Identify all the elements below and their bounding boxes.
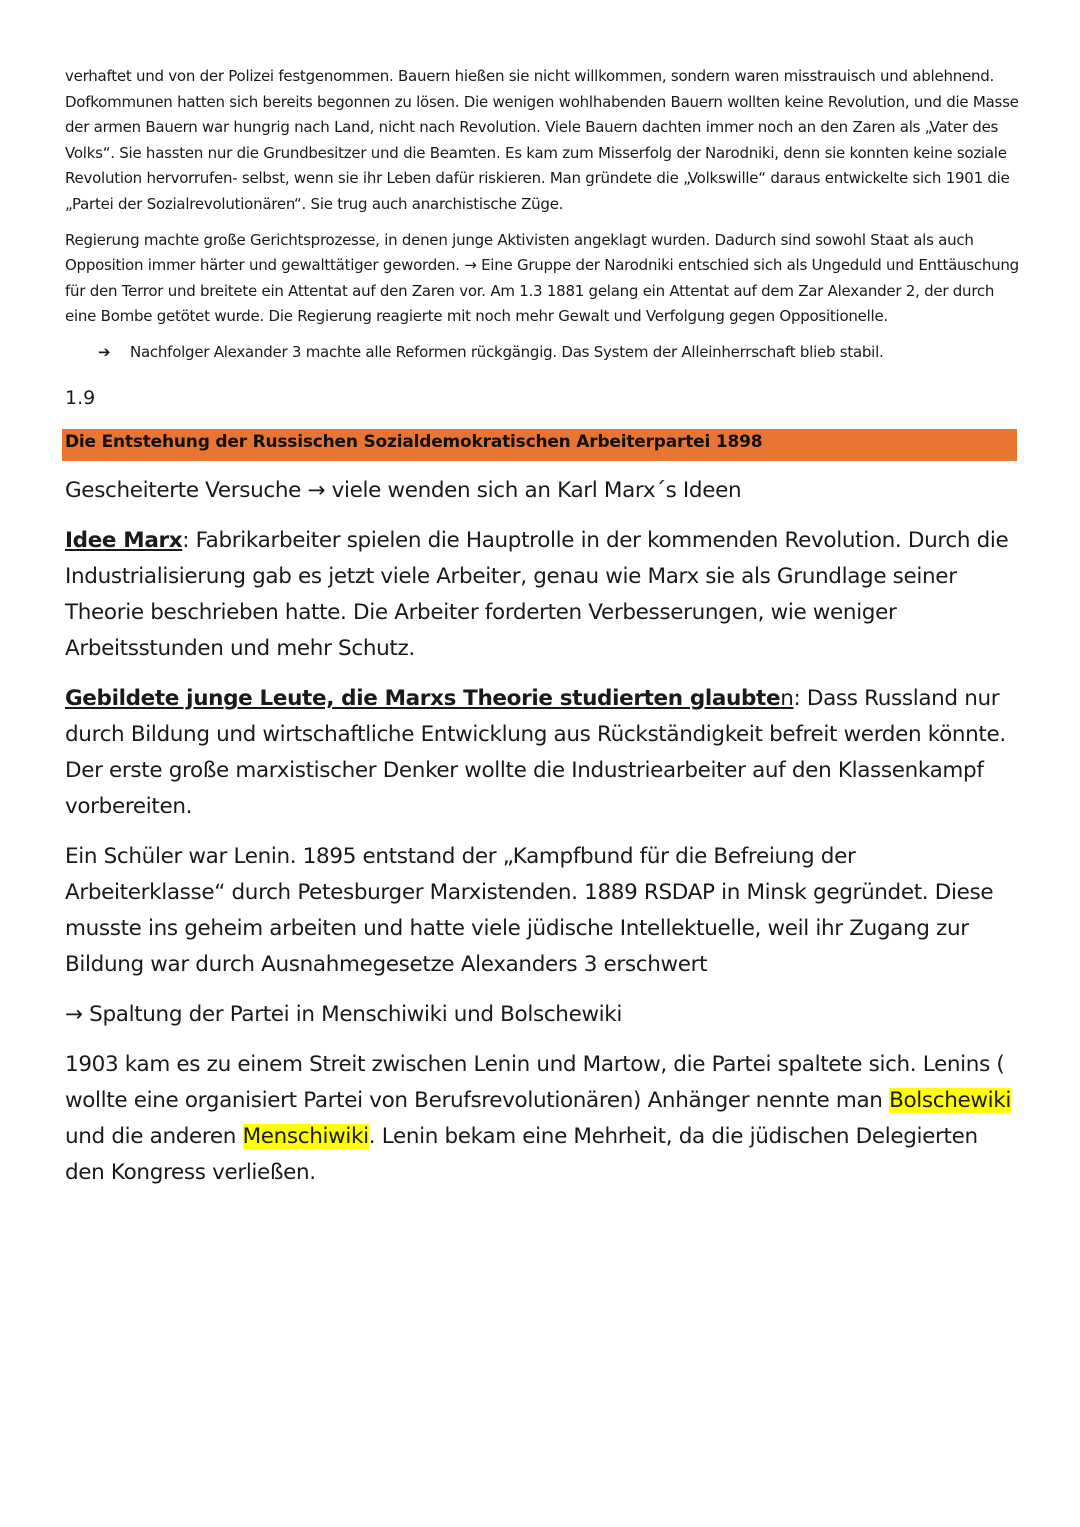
- highlight-bolschewiki: Bolschewiki: [889, 1087, 1011, 1113]
- paragraph-assassination: Regierung machte große Gerichtsprozesse, in denen junge Aktivisten angeklagt wurden. Dadurch sind sowohl Staat als auch Opposition immer härter und gewalttätiger geworden. → Eine Gruppe der Narodniki entschied sich als Ungeduld und Enttäuschung für den Terror und breitete ein Attentat auf den Zaren vor. Am 1.3 1881 gelang ein Attentat auf dem Zar Alexander 2, der durch eine Bombe getötet wurde. Die Regierung reagierte mit noch mehr Gewalt und Verfolgung gegen Oppositionelle.: [65, 230, 1019, 326]
- split-text-a: 1903 kam es zu einem Streit zwischen Lenin und Martow, die Partei spaltete sich. Lenins ( wollte eine organisiert Partei von Berufsrevolutionären) Anhänger nennte man: [65, 1051, 1005, 1113]
- party-split-line: → Spaltung der Partei in Menschiwiki und Bolschewiki: [65, 1001, 623, 1027]
- intro-line: Gescheiterte Versuche → viele wenden sich an Karl Marx´s Ideen: [65, 477, 742, 503]
- youth-label: Gebildete junge Leute, die Marxs Theorie studierten glaubte: [65, 685, 781, 711]
- split-text-b: und die anderen: [65, 1123, 243, 1149]
- youth-label-tail: n: [780, 685, 794, 711]
- paragraph-narodniki-failure: verhaftet und von der Polizei festgenommen. Bauern hießen sie nicht willkommen, sondern waren misstrauisch und ablehnend. Dofkommunen hatten sich bereits begonnen zu lösen. Die wenigen wohlhabenden Bauern wollten keine Revolution, und die Masse der armen Bauern war hungrig nach Land, nicht nach Revolution. Viele Bauern dachten immer noch an den Zaren als „Vater des Volks“. Sie hassten nur die Grundbesitzer und die Beamten. Es kam zum Misserfolg der Narodniki, denn sie konnten keine soziale Revolution hervorrufen- selbst, wenn sie ihr Leben dafür riskieren. Man gründete die „Volkswille“ daraus entwickelte sich 1901 die „Partei der Sozialrevolutionären“. Sie trug auch anarchistische Züge.: [65, 67, 1019, 213]
- section-heading: Die Entstehung der Russischen Sozialdemokratischen Arbeiterpartei 1898: [62, 429, 1017, 461]
- split-text-c: . Lenin bekam eine Mehrheit, da die jüdischen Delegierten den Kongress verließen.: [65, 1123, 978, 1185]
- bullet-item: [65, 340, 1020, 365]
- marx-label: Idee Marx: [65, 527, 183, 553]
- bullet-text: Nachfolger Alexander 3 machte alle Reformen rückgängig. Das System der Alleinherrschaft blieb stabil.: [130, 342, 884, 361]
- paragraph-lenin: Ein Schüler war Lenin. 1895 entstand der „Kampfbund für die Befreiung der Arbeiterklasse“ durch Petesburger Marxistenden. 1889 RSDAP in Minsk gegründet. Diese musste ins geheim arbeiten und hatte viele jüdische Intellektuelle, weil ihr Zugang zur Bildung war durch Ausnahmegesetze Alexanders 3 erschwert: [65, 843, 994, 977]
- marx-text: : Fabrikarbeiter spielen die Hauptrolle in der kommenden Revolution. Durch die Industrialisierung gab es jetzt viele Arbeiter, genau wie Marx sie als Grundlage seiner Theorie beschrieben hatte. Die Arbeiter forderten Verbesserungen, wie weniger Arbeitsstunden und mehr Schutz.: [65, 527, 1009, 661]
- paragraph-educated-youth: [65, 681, 1020, 825]
- arrow-bullet-icon: ➔: [98, 342, 111, 361]
- section-number: 1.9: [65, 386, 96, 409]
- document-page: [65, 64, 1020, 1205]
- highlight-menschiwiki: Menschiwiki: [242, 1123, 369, 1149]
- youth-text: : Dass Russland nur durch Bildung und wirtschaftliche Entwicklung aus Rückständigkeit befreit werden könnte. Der erste große marxistischer Denker wollte die Industriearbeiter auf den Klassenkampf vorbereiten.: [65, 685, 1006, 819]
- paragraph-marx-idea: [65, 523, 1020, 667]
- paragraph-1903-split: [65, 1047, 1020, 1191]
